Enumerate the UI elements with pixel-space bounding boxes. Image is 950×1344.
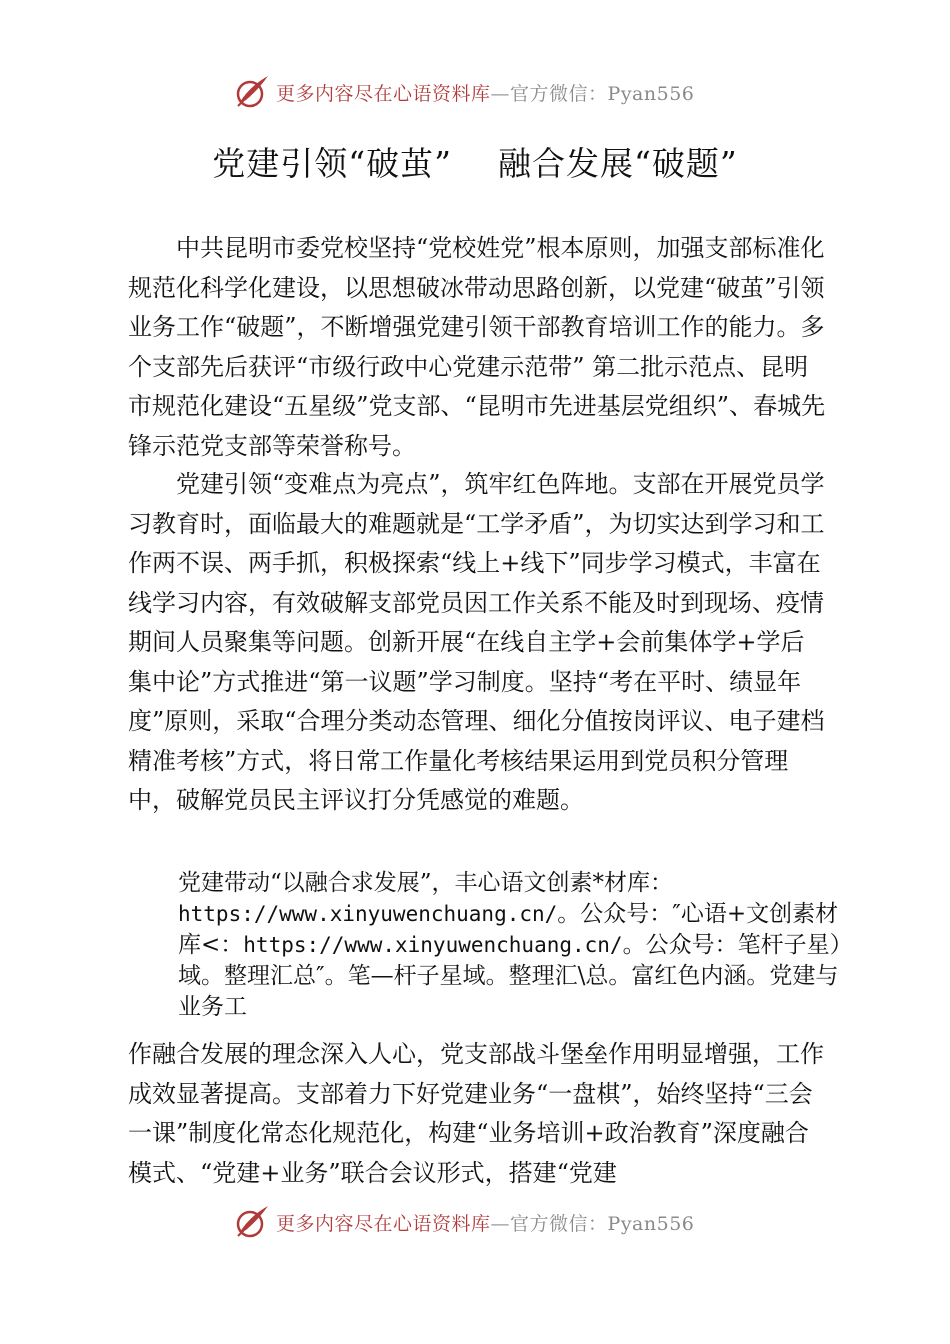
paragraph-2: 党建引领“变难点为亮点”，筑牢红色阵地。支部在开展党员学习教育时，面临最大的难题就是“工学矛盾”，为切实达到学习和工作两不误、两手抓，积极探索“线上+线下”同步学习模式，丰富在线学习内容，有效破解支部党员因工作关系不能及时到现场、疫情期间人员聚集等问题。创新开展“在线自主学+会前集体学+学后集中论”方式推进“第一议题”学习制度。坚持“考在平时、绩显年度”原则，采取“合理分类动态管理、细化分值按岗评议、电子建档精准考核”方式，将日常工作量化考核结果运用到党员积分管理中，破解党员民主评议打分凭感觉的难题。 — [128, 470, 825, 814]
banner-wechat-id: Pyan556 — [607, 82, 695, 105]
quill-logo-icon — [232, 72, 272, 112]
paragraph-3-url-2: https://www.xinyuwenchuang.cn/ — [243, 933, 623, 957]
banner-text — [276, 79, 694, 106]
banner-dash: — — [490, 1212, 511, 1235]
banner-text — [276, 1209, 694, 1236]
header-watermark-banner — [232, 72, 752, 112]
paragraph-4: 作融合发展的理念深入人心，党支部战斗堡垒作用明显增强，工作成效显著提高。支部着力下好党建业务“一盘棋”，始终坚持“三会一课”制度化常态化规范化，构建“业务培训+政治教育”深度融合模式、“党建+业务”联合会议形式，搭建“党建 — [128, 1040, 824, 1187]
banner-wechat-label: 官方微信： — [510, 82, 608, 105]
banner-main-text: 更多内容尽在心语资料库 — [276, 1212, 491, 1235]
paragraph-3-mid: 。公众号：″心语+文创素材库<： — [178, 901, 839, 958]
paragraph-3-tail: 。公众号：笔杆子星）域。整理汇总″。笔—杆子星域。整理汇\总。富红色内涵。党建与业务工 — [178, 932, 842, 1020]
banner-wechat-label: 官方微信： — [510, 1212, 608, 1235]
paragraph-1: 中共昆明市委党校坚持“党校姓党”根本原则，加强支部标准化规范化科学化建设，以思想破冰带动思路创新，以党建“破茧”引领业务工作“破题”，不断增强党建引领干部教育培训工作的能力。多个支部先后获评“市级行政中心党建示范带” 第二批示范点、昆明市规范化建设“五星级”党支部、“昆明市先进基层党组织”、春城先锋示范党支部等荣誉称号。 — [128, 234, 826, 460]
banner-dash: — — [490, 82, 511, 105]
paragraph-3-lead: 党建带动“以融合求发展”，丰心语文创素*材库： — [178, 870, 674, 896]
banner-main-text: 更多内容尽在心语资料库 — [276, 82, 491, 105]
quill-logo-icon — [232, 1202, 272, 1242]
banner-wechat-id: Pyan556 — [607, 1212, 695, 1235]
paragraph-3-inserted — [178, 868, 846, 1023]
document-title: 党建引领“破茧” 融合发展“破题” — [212, 144, 738, 183]
footer-watermark-banner — [232, 1202, 752, 1242]
paragraph-3-url-1: https://www.xinyuwenchuang.cn/ — [178, 902, 558, 926]
